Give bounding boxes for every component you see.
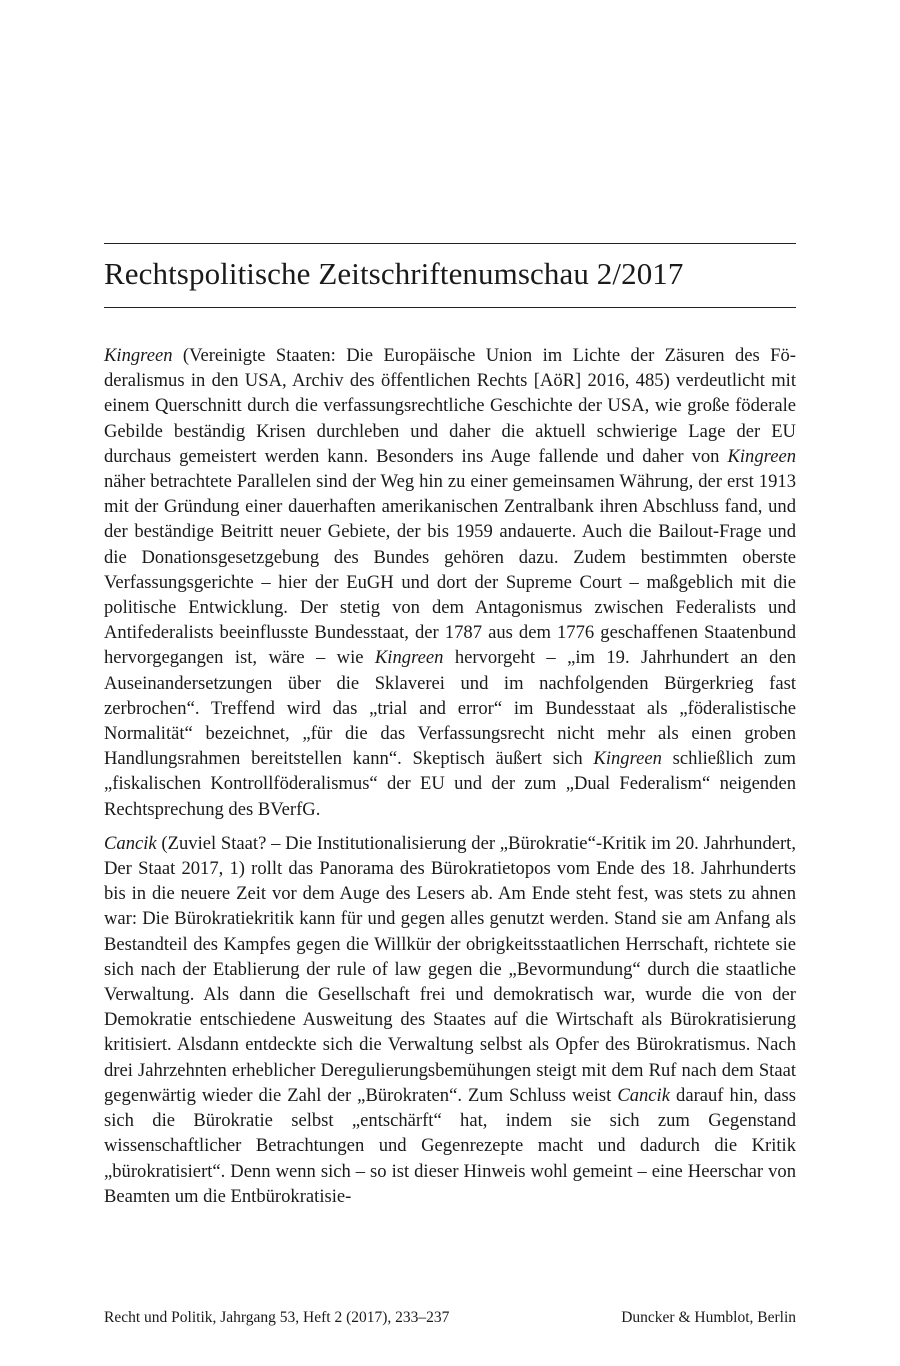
author-name: Kingreen	[593, 748, 662, 770]
header-rule-top	[104, 243, 796, 244]
article-kingreen	[104, 343, 796, 822]
publisher-name: Duncker & Humblot, Berlin	[621, 1309, 796, 1326]
text-run: (Zuviel Staat? – Die Institutionalisierung der „Bürokratie“-Kritik im 20. Jahrhundert, Der Staat 2017, 1) rollt das Panorama des Bürokratietopos vom Ende des 18. Jahrhunderts bis in die neuere Zeit vor dem Auge des Lesers ab. Am Ende steht fest, was stets zu ahnen war: Die Bürokratiekritik kann für und gegen alles genutzt werden. Stand sie am Anfang als Bestandteil des Kampfes gegen die Willkür der obrigkeitsstaatlichen Herrschaft, richtete sie sich nach der Etablierung der rule of law gegen die „Bevormundung“ durch die staatliche Verwaltung. Als dann die Gesellschaft frei und demokratisch war, wurde die von der Demokratie entschiedene Ausweitung des Staates auf die Wirtschaft als Bürokratisierung kritisiert. Alsdann entdeckte sich die Verwaltung selbst als Opfer des Bürokratismus. Nach drei Jahrzehnten erheblicher Deregulierungsbemühungen steigt mit dem Ruf nach dem Staat gegenwärtig wieder die Zahl der „Bürokraten“. Zum Schluss weist	[104, 832, 796, 1106]
article-cancik	[104, 831, 796, 1209]
journal-citation: Recht und Politik, Jahrgang 53, Heft 2 (2017), 233–237	[104, 1309, 450, 1326]
header-rule-bottom	[104, 307, 796, 308]
text-run: darauf hin, dass sich die Bürokratie selbst „entschärft“ hat, indem sie sich zum Gegenstand wissenschaftlicher Betrachtungen und Gegenrezepte macht und dadurch die Kritik „bürokratisiert“. Denn wenn sich – so ist dieser Hinweis wohl gemeint – eine Heerschar von Beamten um die Entbürokratisie-	[104, 1084, 796, 1207]
page-footer	[104, 1308, 796, 1328]
author-name: Cancik	[104, 832, 157, 854]
text-run: näher betrachtete Parallelen sind der Weg hin zu einer gemeinsamen Währung, der erst 1913 mit der Gründung einer dauerhaften amerikanischen Zentralbank ihren Abschluss fand, und der beständige Beitritt neuer Gebiete, der bis 1959 andauerte. Auch die Bailout-Frage und die Donationsgesetzgebung des Bundes gehören dazu. Zudem bestimmten oberste Verfassungsgerichte – hier der EuGH und dort der Supreme Court – maßgeblich mit die politische Entwicklung. Der stetig von dem Antagonismus zwischen Federalists und Antifederalists beeinflusste Bundesstaat, der 1787 aus dem 1776 geschaffenen Staatenbund hervorgegangen ist, wäre – wie	[104, 471, 796, 669]
author-name: Kingreen	[374, 647, 444, 669]
author-name: Kingreen	[727, 445, 796, 467]
author-name: Kingreen	[104, 345, 173, 366]
page-title: Rechtspolitische Zeitschriftenumschau 2/2017	[104, 256, 684, 291]
text-run: hervorgeht – „im 19. Jahrhundert an den Auseinandersetzungen über die Sklaverei und im nachfolgenden Bürgerkrieg fast zerbrochen“. Treffend wird das „trial and error“ im Bundesstaat als „föderalistische Normalität“ bezeichnet, „für die das Verfassungsrecht nicht mehr als einen groben Handlungsrahmen bereitstellen kann“. Skeptisch äußert sich	[104, 647, 796, 770]
body-text	[104, 343, 796, 1218]
text-run: (Vereinigte Staaten: Die Europäische Union im Lichte der Zäsuren des Föderalismus in den USA, Archiv des öffentlichen Rechts [AöR] 2016, 485) verdeutlicht mit einem Querschnitt durch die verfassungsrechtliche Geschichte der USA, wie große föderale Gebilde beständig Krisen durchleben und daher die aktuell schwierige Lage der EU durchaus gemeistert werden kann. Besonders ins Auge fallende und daher von	[104, 345, 796, 467]
author-name: Cancik	[617, 1084, 670, 1106]
text-run: schließlich zum „fiskalischen Kontrollföderalismus“ der EU und der zum „Dual Federalism“ neigenden Rechtsprechung des BVerfG.	[104, 748, 796, 820]
